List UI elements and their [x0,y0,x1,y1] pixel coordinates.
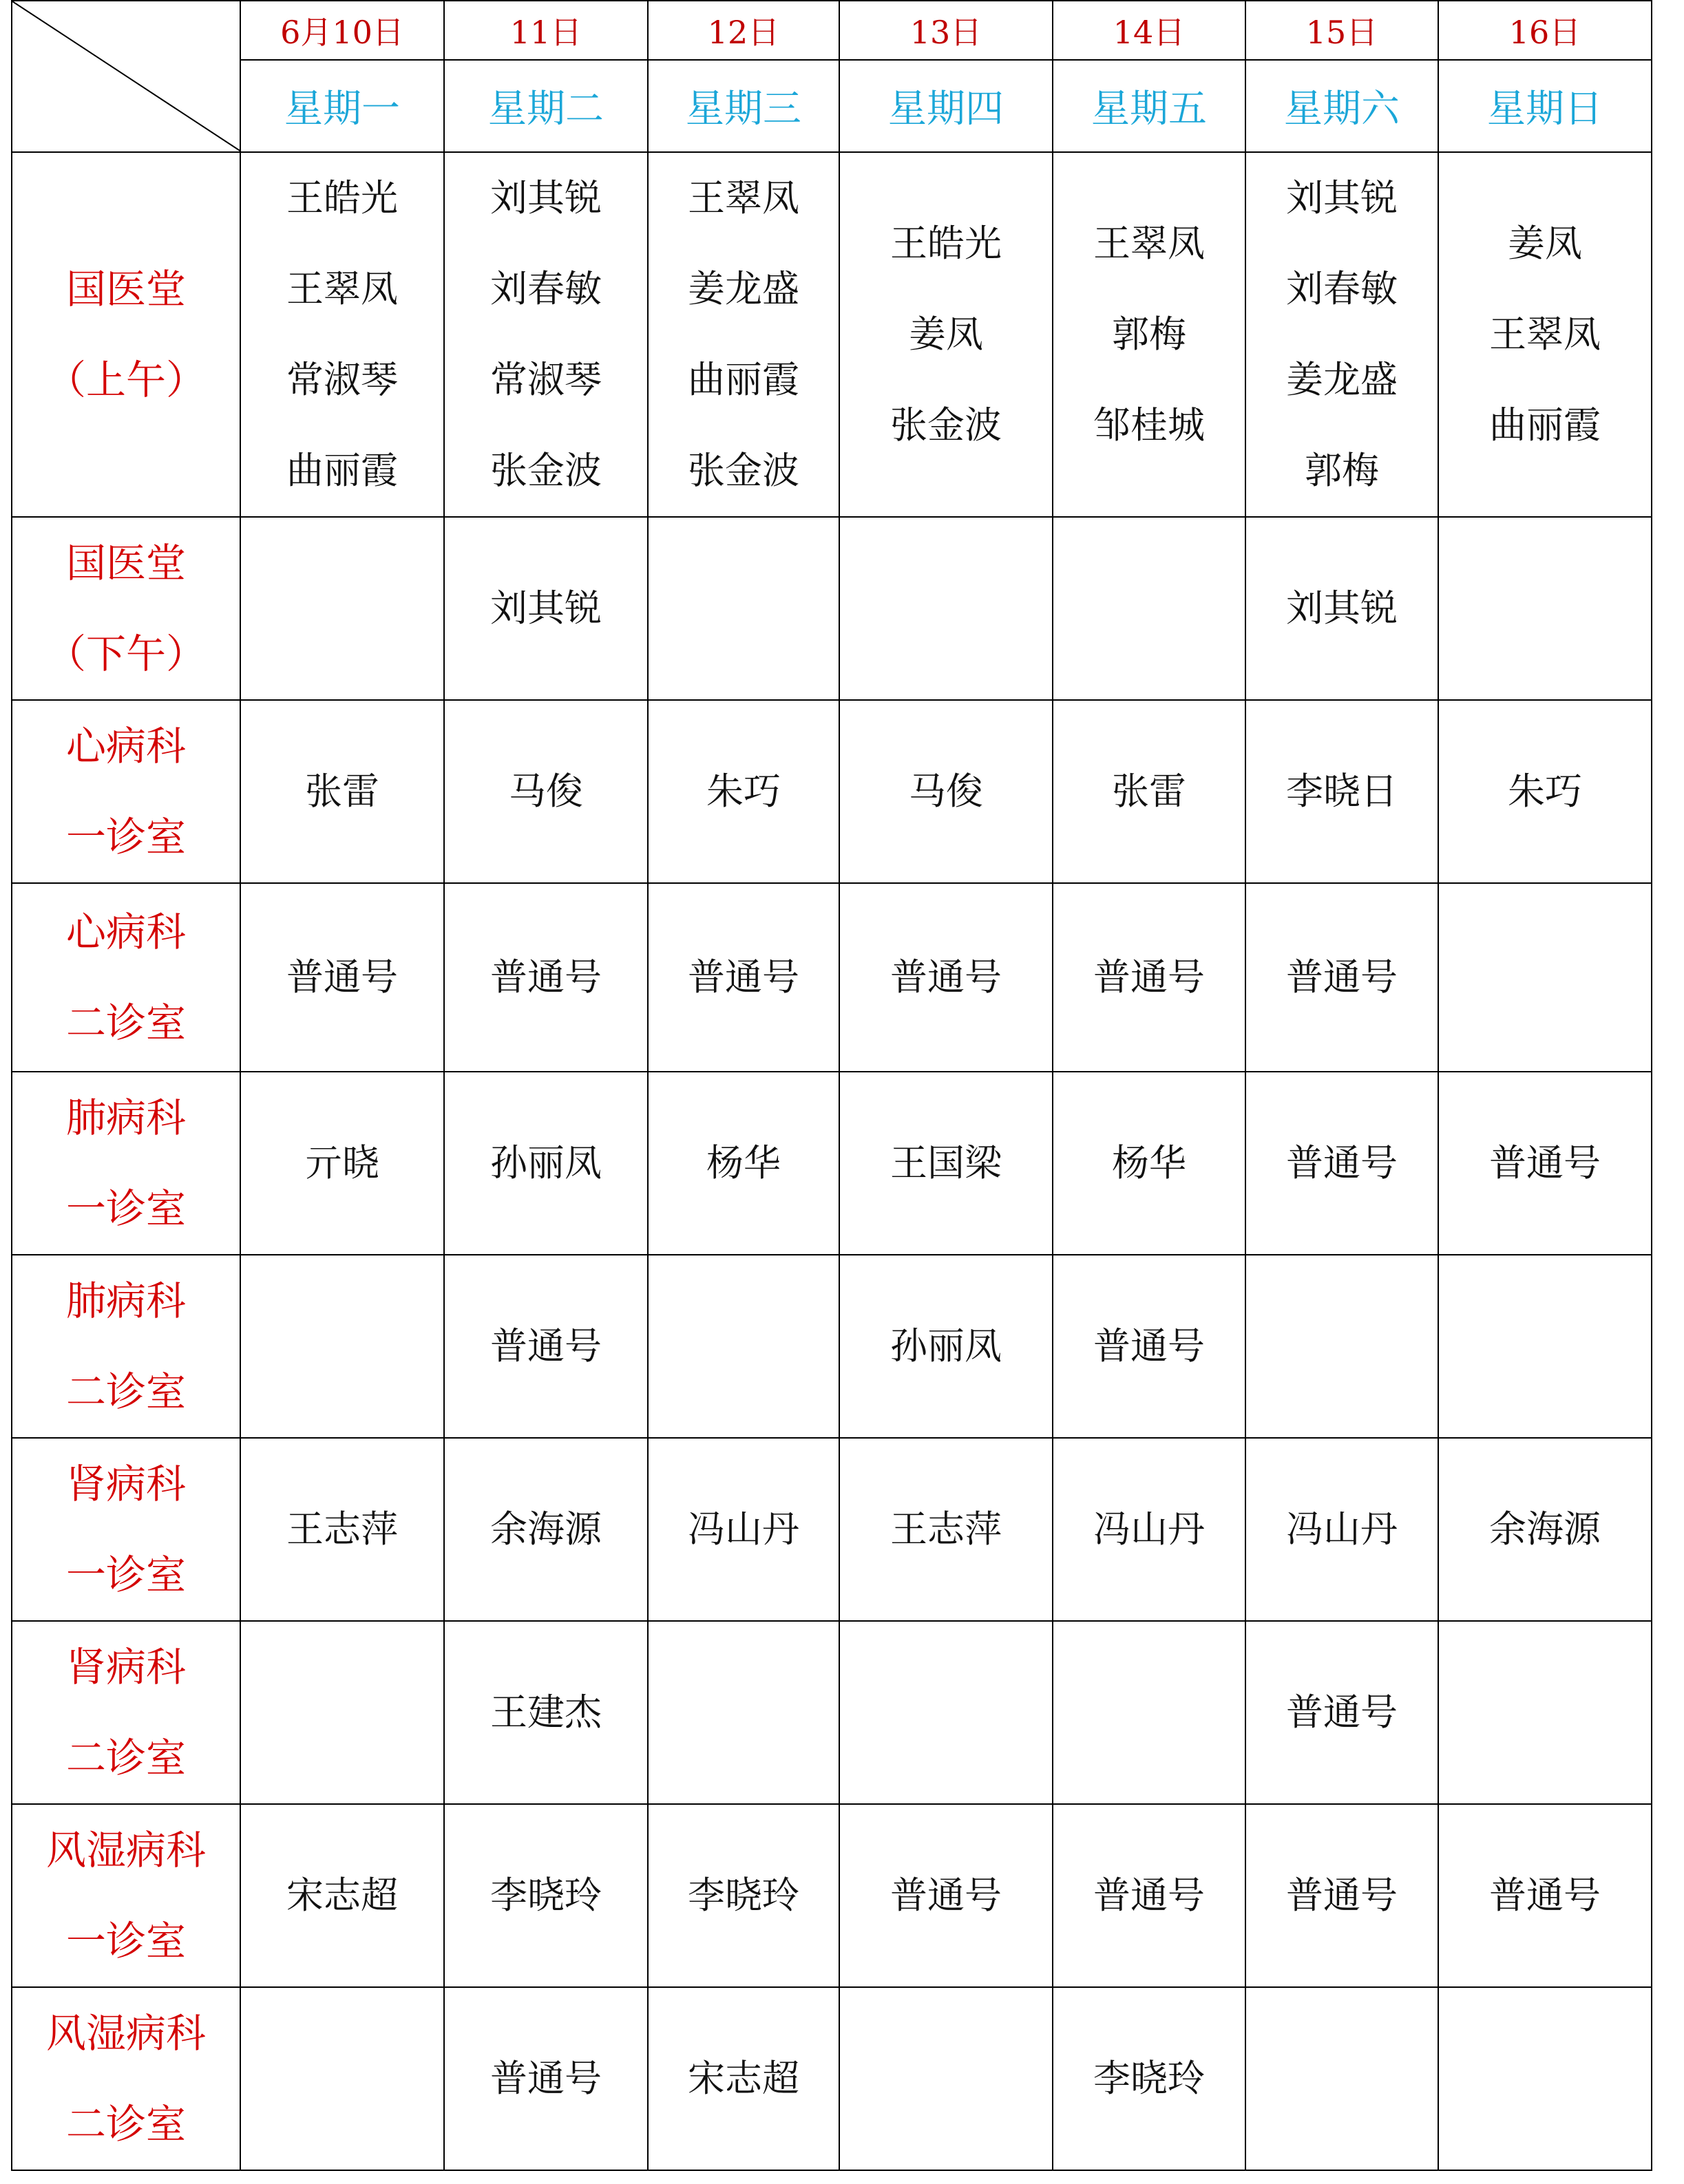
schedule-cell [1438,700,1652,883]
department-label: 心病科 [65,723,186,770]
department-label: 肾病科 [65,1644,186,1690]
doctor-name: 冯山丹 [688,1507,799,1551]
doctor-name: 孙丽凤 [890,1324,1002,1368]
schedule-cell [1245,1804,1438,1987]
doctor-name: 姜凤 [1508,222,1582,265]
doctor-name: 普通号 [1093,1874,1205,1917]
schedule-cell [839,883,1053,1072]
doctor-name: 普通号 [1489,1874,1601,1917]
doctor-name: 余海源 [490,1507,602,1551]
doctor-name: 宋志超 [286,1874,398,1917]
doctor-name: 曲丽霞 [286,449,398,492]
schedule-cell [240,1438,444,1621]
doctor-name: 郭梅 [1305,449,1379,492]
doctor-name: 普通号 [890,1874,1002,1917]
date-cell: 6月10日 [240,1,444,60]
schedule-cell [240,517,444,700]
schedule-cell [1438,1255,1652,1438]
doctor-name: 姜龙盛 [1286,358,1398,401]
schedule-cell [648,1438,839,1621]
doctor-name: 普通号 [286,955,398,999]
doctor-name: 普通号 [1093,955,1205,999]
doctor-name: 朱巧 [706,770,781,813]
schedule-cell [1053,1255,1245,1438]
date-cell: 14日 [1053,1,1245,60]
department-label: 肺病科 [65,1277,186,1324]
schedule-cell [839,1438,1053,1621]
department-label: 二诊室 [65,2101,186,2148]
doctor-name: 李晓玲 [688,1874,799,1917]
schedule-cell [648,1621,839,1804]
date-row [12,1,1652,60]
schedule-cell [648,1255,839,1438]
department-label: 心病科 [65,909,186,955]
schedule-cell [1438,1987,1652,2170]
schedule-table [11,0,1652,2171]
schedule-cell [648,517,839,700]
schedule-cell [1053,1987,1245,2170]
doctor-name: 刘其锐 [1286,586,1398,630]
schedule-cell [444,1804,648,1987]
doctor-name: 刘其锐 [490,586,602,630]
schedule-cell [444,1072,648,1255]
doctor-name: 普通号 [1286,1141,1398,1185]
schedule-cell [839,1987,1053,2170]
doctor-name: 张金波 [890,403,1002,447]
schedule-cell [1053,1072,1245,1255]
department-cell [12,1804,240,1987]
schedule-row [12,1621,1652,1804]
department-label: 一诊室 [65,1918,186,1964]
department-cell [12,1987,240,2170]
date-cell: 12日 [648,1,839,60]
schedule-row [12,1255,1652,1438]
doctor-name: 亓晓 [305,1141,379,1185]
weekday-cell: 星期六 [1245,60,1438,152]
doctor-name: 张雷 [1112,770,1186,813]
doctor-name: 李晓日 [1286,770,1398,813]
schedule-cell [1245,1072,1438,1255]
schedule-cell [1245,883,1438,1072]
doctor-name: 郭梅 [1112,312,1186,356]
schedule-cell [1053,700,1245,883]
schedule-cell [1438,152,1652,517]
weekday-cell: 星期二 [444,60,648,152]
doctor-name: 曲丽霞 [688,358,799,401]
department-cell [12,1438,240,1621]
doctor-name: 姜凤 [909,312,983,356]
department-label: 风湿病科 [45,2010,206,2057]
schedule-row [12,1987,1652,2170]
department-cell [12,1255,240,1438]
schedule-row [12,883,1652,1072]
schedule-cell [444,1987,648,2170]
doctor-name: 普通号 [1489,1141,1601,1185]
doctor-name: 刘春敏 [490,267,602,310]
schedule-cell [240,883,444,1072]
doctor-name: 孙丽凤 [490,1141,602,1185]
schedule-cell [839,517,1053,700]
doctor-name: 曲丽霞 [1489,403,1601,447]
department-label: 一诊室 [65,1185,186,1232]
department-cell [12,517,240,700]
doctor-name: 刘其锐 [490,176,602,220]
weekday-cell: 星期一 [240,60,444,152]
weekday-row [12,60,1652,152]
schedule-cell [648,883,839,1072]
department-cell [12,152,240,517]
department-label: 风湿病科 [45,1827,206,1874]
department-label: 二诊室 [65,1735,186,1781]
schedule-cell [444,1621,648,1804]
schedule-cell [1438,1804,1652,1987]
doctor-name: 杨华 [1112,1141,1186,1185]
schedule-cell [240,152,444,517]
schedule-cell [648,1987,839,2170]
doctor-name: 冯山丹 [1286,1507,1398,1551]
schedule-cell [240,1804,444,1987]
schedule-cell [1438,1438,1652,1621]
doctor-name: 普通号 [688,955,799,999]
schedule-cell [839,152,1053,517]
schedule-cell [1245,1987,1438,2170]
department-label: 肾病科 [65,1461,186,1507]
schedule-cell [839,1804,1053,1987]
schedule-row [12,517,1652,700]
doctor-name: 马俊 [909,770,983,813]
doctor-name: 姜龙盛 [688,267,799,310]
department-label: 二诊室 [65,1368,186,1415]
doctor-name: 王皓光 [890,222,1002,265]
doctor-name: 王翠凤 [688,176,799,220]
weekday-cell: 星期五 [1053,60,1245,152]
doctor-name: 张雷 [305,770,379,813]
doctor-name: 常淑琴 [286,358,398,401]
department-label: 一诊室 [65,814,186,860]
schedule-cell [1438,883,1652,1072]
schedule-cell [1438,1621,1652,1804]
schedule-cell [1053,1438,1245,1621]
doctor-name: 普通号 [1286,955,1398,999]
schedule-cell [1438,517,1652,700]
schedule-cell [444,152,648,517]
doctor-name: 朱巧 [1508,770,1582,813]
schedule-cell [1053,1804,1245,1987]
schedule-cell [1438,1072,1652,1255]
doctor-name: 马俊 [509,770,583,813]
date-cell: 13日 [839,1,1053,60]
schedule-cell [240,1255,444,1438]
department-label: （上午） [45,357,206,403]
doctor-name: 李晓玲 [490,1874,602,1917]
doctor-name: 王志萍 [286,1507,398,1551]
schedule-cell [1053,883,1245,1072]
schedule-row [12,700,1652,883]
schedule-cell [839,1621,1053,1804]
department-cell [12,883,240,1072]
department-label: 肺病科 [65,1094,186,1141]
schedule-cell [1053,517,1245,700]
schedule-row [12,1072,1652,1255]
schedule-row [12,152,1652,517]
schedule-cell [1245,1438,1438,1621]
corner-diagonal [12,1,241,151]
corner-cell [12,1,240,152]
schedule-cell [839,700,1053,883]
department-label: 国医堂 [65,540,186,586]
doctor-name: 王皓光 [286,176,398,220]
schedule-row [12,1804,1652,1987]
schedule-cell [1245,700,1438,883]
doctor-name: 普通号 [1093,1324,1205,1368]
date-cell: 11日 [444,1,648,60]
doctor-name: 冯山丹 [1093,1507,1205,1551]
department-label: 国医堂 [65,266,186,312]
doctor-name: 王翠凤 [286,267,398,310]
weekday-cell: 星期四 [839,60,1053,152]
doctor-name: 王国梁 [890,1141,1002,1185]
doctor-name: 王志萍 [890,1507,1002,1551]
schedule-cell [648,700,839,883]
schedule-cell [240,1621,444,1804]
schedule-cell [444,1255,648,1438]
date-cell: 16日 [1438,1,1652,60]
doctor-name: 王建杰 [490,1690,602,1734]
doctor-name: 普通号 [1286,1690,1398,1734]
doctor-name: 普通号 [490,1324,602,1368]
schedule-cell [444,700,648,883]
doctor-name: 宋志超 [688,2057,799,2100]
weekday-cell: 星期日 [1438,60,1652,152]
doctor-name: 普通号 [1286,1874,1398,1917]
doctor-name: 王翠凤 [1489,312,1601,356]
doctor-name: 刘其锐 [1286,176,1398,220]
schedule-cell [648,152,839,517]
schedule-cell [444,883,648,1072]
doctor-name: 普通号 [890,955,1002,999]
schedule-cell [444,517,648,700]
schedule-cell [240,700,444,883]
doctor-name: 王翠凤 [1093,222,1205,265]
doctor-name: 邹桂城 [1093,403,1205,447]
schedule-cell [240,1072,444,1255]
schedule-cell [1053,1621,1245,1804]
department-cell [12,700,240,883]
schedule-cell [1245,517,1438,700]
department-cell [12,1072,240,1255]
doctor-name: 普通号 [490,2057,602,2100]
schedule-cell [1245,1255,1438,1438]
date-cell: 15日 [1245,1,1438,60]
schedule-cell [444,1438,648,1621]
doctor-name: 张金波 [688,449,799,492]
schedule-cell [839,1072,1053,1255]
schedule-cell [1053,152,1245,517]
department-label: 一诊室 [65,1551,186,1598]
department-label: 二诊室 [65,999,186,1046]
doctor-name: 余海源 [1489,1507,1601,1551]
department-cell [12,1621,240,1804]
schedule-cell [240,1987,444,2170]
doctor-name: 李晓玲 [1093,2057,1205,2100]
doctor-name: 杨华 [706,1141,781,1185]
schedule-cell [1245,1621,1438,1804]
schedule-row [12,1438,1652,1621]
schedule-cell [1245,152,1438,517]
schedule-cell [648,1804,839,1987]
doctor-name: 普通号 [490,955,602,999]
doctor-name: 张金波 [490,449,602,492]
doctor-name: 常淑琴 [490,358,602,401]
department-label: （下午） [45,630,206,677]
schedule-cell [839,1255,1053,1438]
doctor-name: 刘春敏 [1286,267,1398,310]
schedule-cell [648,1072,839,1255]
weekday-cell: 星期三 [648,60,839,152]
